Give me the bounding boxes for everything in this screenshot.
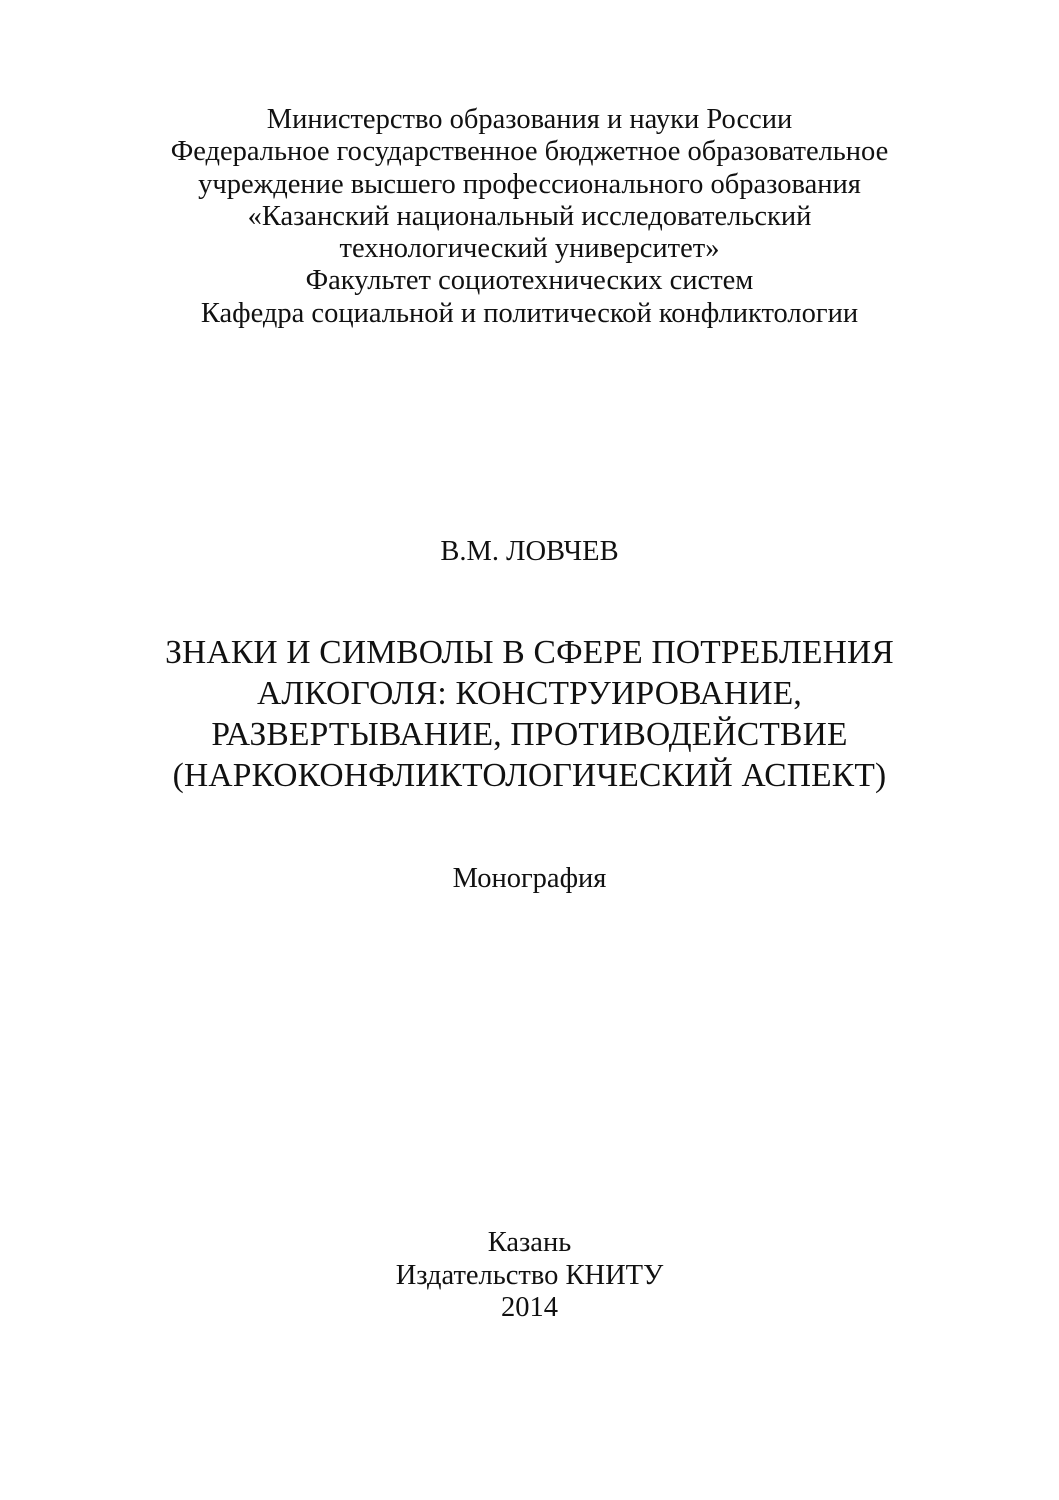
institution-type-line: Федеральное государственное бюджетное образовательное (170, 136, 889, 168)
university-name-line-1: «Казанский национальный исследовательский (247, 200, 812, 232)
institution-level-line: учреждение высшего профессионального образования (198, 168, 861, 200)
department-line: Кафедра социальной и политической конфликтологии (200, 297, 859, 329)
document-type: Монография (452, 863, 607, 894)
imprint (0, 1227, 1059, 1325)
book-title-line-4: (НАРКОКОНФЛИКТОЛОГИЧЕСКИЙ АСПЕКТ) (172, 757, 887, 794)
faculty-line: Факультет социотехнических систем (305, 265, 754, 297)
imprint-publisher: Издательство КНИТУ (395, 1259, 664, 1291)
book-title-line-1: ЗНАКИ И СИМВОЛЫ В СФЕРЕ ПОТРЕБЛЕНИЯ (165, 634, 894, 671)
book-title (0, 632, 1059, 796)
book-title-line-2: АЛКОГОЛЯ: КОНСТРУИРОВАНИЕ, (257, 675, 802, 712)
institution-header (0, 104, 1059, 330)
university-name-line-2: технологический университет» (339, 233, 720, 265)
imprint-year: 2014 (501, 1292, 558, 1323)
imprint-city: Казань (487, 1227, 572, 1258)
ministry-line: Министерство образования и науки России (266, 104, 793, 135)
book-title-line-3: РАЗВЕРТЫВАНИЕ, ПРОТИВОДЕЙСТВИЕ (211, 716, 848, 753)
author: В.М. ЛОВЧЕВ (440, 536, 619, 567)
